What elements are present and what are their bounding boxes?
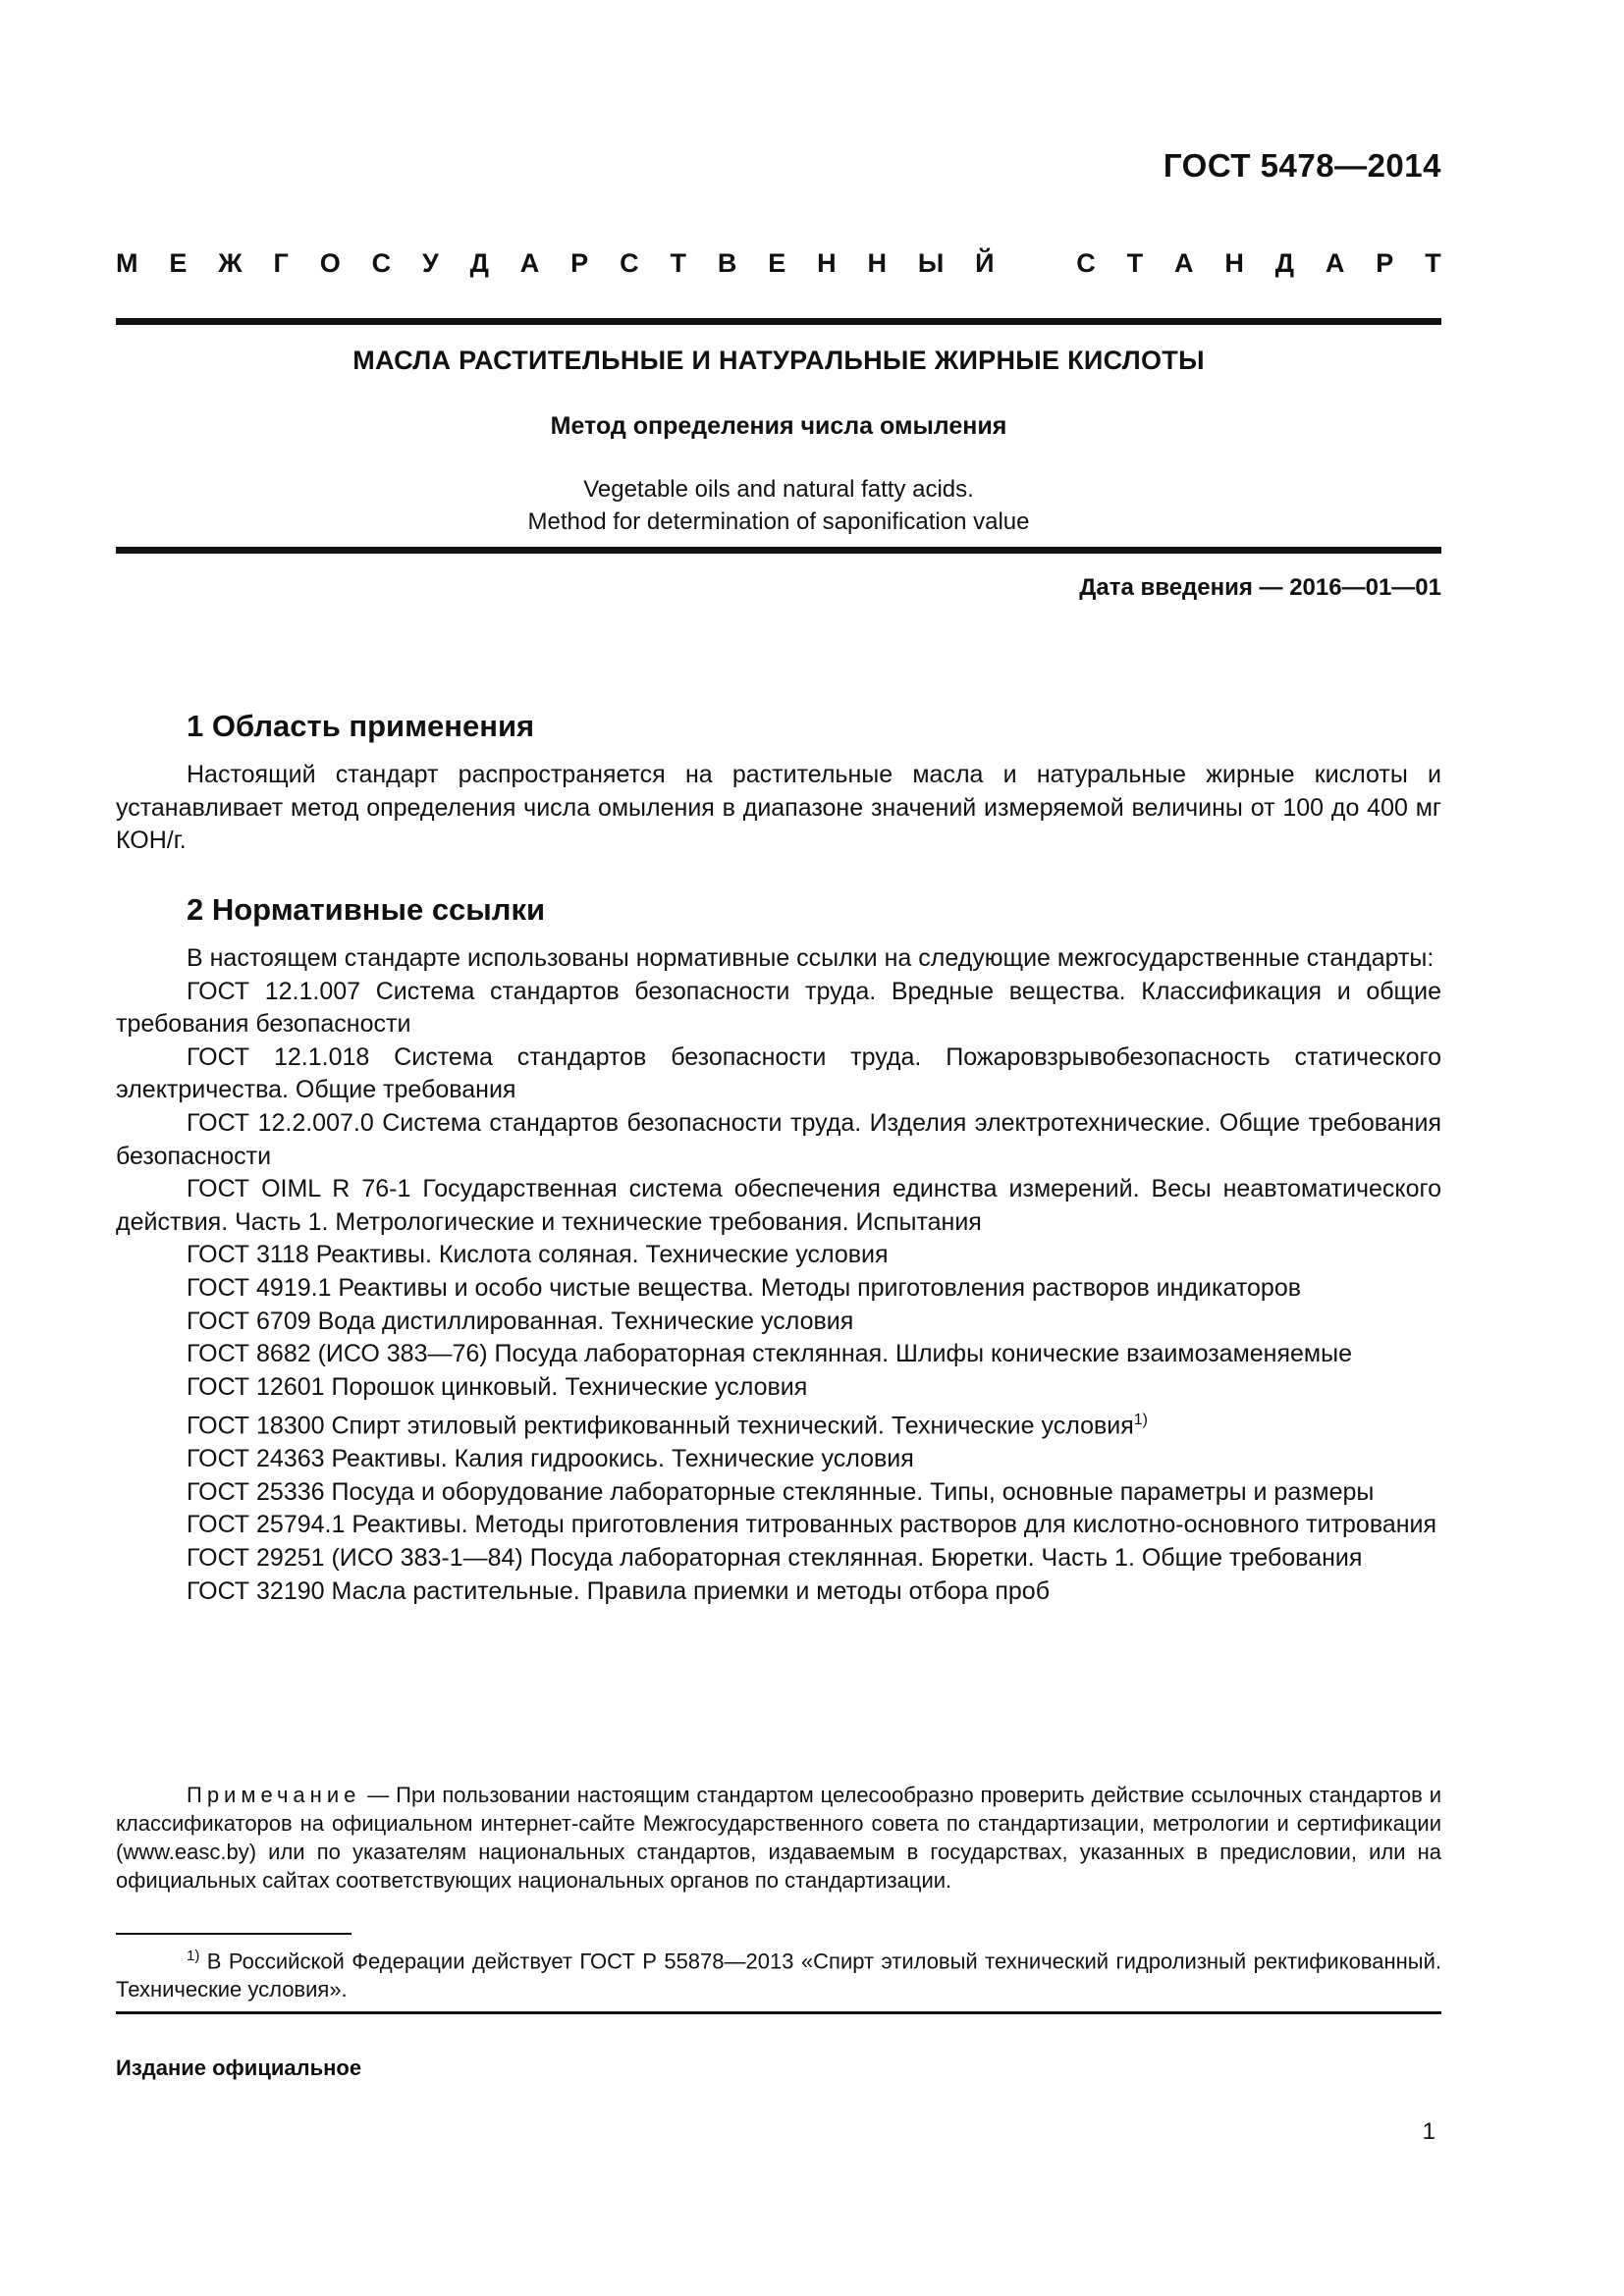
reference-item — [116, 1239, 1441, 1272]
interstate-letter: Р — [1376, 248, 1394, 278]
footer-rule — [116, 2011, 1441, 2014]
reference-text: ГОСТ 3118 Реактивы. Кислота соляная. Технические условия — [187, 1241, 889, 1269]
reference-text: ГОСТ 12.1.018 Система стандартов безопасности труда. Пожаровзрывобезопасность статического электричества. Общие требования — [116, 1042, 1441, 1104]
section-1-text — [116, 759, 1441, 858]
reference-item — [116, 1107, 1441, 1173]
page-number: 1 — [1422, 2118, 1435, 2145]
interstate-letter: М — [116, 248, 138, 278]
interstate-letter: А — [1325, 248, 1345, 278]
interstate-letter: С — [1076, 248, 1096, 278]
reference-item — [116, 1272, 1441, 1306]
footnote — [116, 1942, 1441, 2003]
normative-references — [116, 942, 1441, 1608]
interstate-letter: Т — [1425, 248, 1441, 278]
interstate-letter: Т — [670, 248, 686, 278]
interstate-letter: Ж — [218, 248, 243, 278]
interstate-letter: А — [519, 248, 540, 278]
reference-item — [116, 1542, 1441, 1575]
interstate-letter: Й — [975, 248, 995, 278]
interstate-letter: У — [422, 248, 439, 278]
reference-text: ГОСТ 29251 (ИСО 383-1—84) Посуда лабораторная стеклянная. Бюретки. Часть 1. Общие требования — [187, 1544, 1363, 1573]
reference-text: ГОСТ 25336 Посуда и оборудование лабораторные стеклянные. Типы, основные параметры и размеры — [187, 1477, 1375, 1506]
reference-item — [116, 1338, 1441, 1371]
interstate-letter: С — [371, 248, 392, 278]
english-title-line-2: Method for determination of saponification value — [527, 508, 1030, 535]
interstate-letter: Н — [867, 248, 887, 278]
reference-item — [116, 1404, 1441, 1443]
document-subtitle: Метод определения числа омыления — [550, 412, 1007, 440]
word-gap — [1025, 248, 1045, 279]
interstate-letter: Т — [1126, 248, 1144, 278]
reference-text: ГОСТ OIML R 76-1 Государственная система обеспечения единства измерений. Весы неавтоматического действия. Часть 1. Метрологические и технические требования. Испытания — [116, 1175, 1441, 1236]
interstate-letter: С — [620, 248, 639, 278]
section-2-heading: 2 Нормативные ссылки — [187, 892, 546, 927]
reference-text: ГОСТ 18300 Спирт этиловый ректификованный технический. Технические условия — [187, 1412, 1134, 1440]
reference-item — [116, 1306, 1441, 1339]
section-1-heading: 1 Область применения — [187, 709, 535, 743]
note-text: — При пользовании настоящим стандартом целесообразно проверить действие ссылочных стандартов и классификаторов на официальном интернет-сайте Межгосударственного совета по стандартизации, метрологии и сертификации (www.easc.by) или по указателям национальных стандартов, издаваемым в государствах, указанных в предисловии, или на официальных сайтах соответствующих национальных органов по стандартизации. — [116, 1783, 1441, 1893]
reference-text: ГОСТ 12601 Порошок цинковый. Технические условия — [187, 1372, 808, 1401]
interstate-letter: Г — [273, 248, 289, 278]
references-intro: В настоящем стандарте использованы нормативные ссылки на следующие межгосударственные стандарты: — [187, 944, 1435, 972]
header-rule-bottom — [116, 547, 1441, 554]
interstate-letter: А — [1174, 248, 1194, 278]
document-title: МАСЛА РАСТИТЕЛЬНЫЕ И НАТУРАЛЬНЫЕ ЖИРНЫЕ КИСЛОТЫ — [352, 346, 1205, 375]
reference-text: ГОСТ 8682 (ИСО 383—76) Посуда лабораторная стеклянная. Шлифы конические взаимозаменяемые — [187, 1340, 1352, 1368]
introduction-date: Дата введения — 2016—01—01 — [1079, 574, 1441, 601]
interstate-letter: Н — [1224, 248, 1244, 278]
footnote-mark: 1) — [187, 1948, 200, 1964]
footnote-separator — [116, 1933, 352, 1935]
reference-text: ГОСТ 12.1.007 Система стандартов безопасности труда. Вредные вещества. Классификация и общие требования безопасности — [116, 977, 1441, 1039]
reference-item — [116, 1371, 1441, 1405]
reference-text: ГОСТ 6709 Вода дистиллированная. Технические условия — [187, 1307, 854, 1335]
interstate-standard-heading — [116, 248, 1441, 279]
interstate-letter: Р — [570, 248, 589, 278]
reference-item — [116, 1509, 1441, 1542]
interstate-letter: Н — [817, 248, 837, 278]
standard-number: ГОСТ 5478—2014 — [1163, 147, 1441, 184]
reference-text: ГОСТ 12.2.007.0 Система стандартов безопасности труда. Изделия электротехнические. Общие требования безопасности — [116, 1108, 1441, 1170]
reference-text: ГОСТ 25794.1 Реактивы. Методы приготовления титрованных растворов для кислотно-основного титрования — [187, 1511, 1437, 1539]
reference-item — [116, 1443, 1441, 1476]
reference-item — [116, 1173, 1441, 1239]
footnote-text: В Российской Федерации действует ГОСТ Р 55878—2013 «Спирт этиловый технический гидролизный ректификованный. Технические условия». — [116, 1949, 1441, 2002]
english-title-line-1: Vegetable oils and natural fatty acids. — [583, 476, 974, 503]
reference-text: ГОСТ 24363 Реактивы. Калия гидроокись. Технические условия — [187, 1445, 914, 1473]
interstate-letter: Е — [169, 248, 188, 278]
header-rule-top — [116, 318, 1441, 325]
interstate-letter: Ы — [917, 248, 945, 278]
interstate-letter: Е — [768, 248, 786, 278]
footnote-reference-mark: 1) — [1133, 1412, 1149, 1429]
note-label: Примечание — [187, 1783, 361, 1807]
reference-text: ГОСТ 4919.1 Реактивы и особо чистые вещества. Методы приготовления растворов индикаторов — [187, 1273, 1301, 1302]
reference-item — [116, 1575, 1441, 1609]
reference-item — [116, 976, 1441, 1041]
interstate-letter: О — [319, 248, 341, 278]
reference-item — [116, 1041, 1441, 1107]
interstate-letter: Д — [1274, 248, 1295, 278]
official-edition-label: Издание официальное — [116, 2056, 362, 2080]
reference-text: ГОСТ 32190 Масла растительные. Правила приемки и методы отбора проб — [187, 1576, 1051, 1605]
reference-item — [116, 1476, 1441, 1510]
note — [116, 1781, 1441, 1895]
interstate-letter: В — [717, 248, 737, 278]
interstate-letter: Д — [469, 248, 489, 278]
english-title — [116, 473, 1441, 538]
section-1-body: Настоящий стандарт распространяется на растительные масла и натуральные жирные кислоты и устанавливает метод определения числа омыления в диапазоне значений измеряемой величины от 100 до 400 мг КОН/г. — [116, 761, 1441, 855]
